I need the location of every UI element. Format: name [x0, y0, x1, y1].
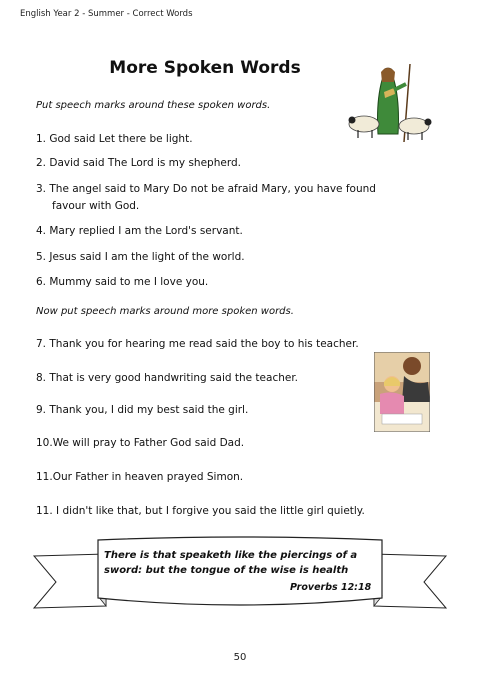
page-number: 50 [233, 652, 247, 663]
girl-writing-photo [374, 352, 430, 432]
sentence-3: 3. The angel said to Mary Do not be afraid Mary, you have found favour with God. [36, 183, 376, 212]
quote-reference: Proverbs 12:18 [290, 582, 372, 593]
shepherd-illustration [348, 62, 432, 144]
sentence-7: 7. Thank you for hearing me read said the boy to his teacher. [36, 338, 359, 350]
sentence-11: 11.Our Father in heaven prayed Simon. [36, 471, 244, 483]
worksheet-title: More Spoken Words [109, 58, 301, 78]
bible-quote: There is that speaketh like the piercings of a sword: but the tongue of the wise is health [104, 550, 358, 576]
instruction-1: Put speech marks around these spoken words. [36, 100, 271, 111]
instruction-2: Now put speech marks around more spoken words. [36, 306, 294, 317]
sentence-10: 10.We will pray to Father God said Dad. [36, 437, 245, 449]
sentence-1: 1. God said Let there be light. [36, 133, 193, 145]
sentence-12: 11. I didn't like that, but I forgive you said the little girl quietly. [36, 505, 365, 517]
sentence-5: 5. Jesus said I am the light of the world. [36, 251, 245, 263]
sentence-8: 8. That is very good handwriting said the teacher. [36, 372, 299, 384]
sentence-6: 6. Mummy said to me I love you. [36, 276, 209, 288]
sentence-9: 9. Thank you, I did my best said the girl. [36, 404, 249, 416]
page-header: English Year 2 - Summer - Correct Words [20, 9, 193, 19]
sentence-4: 4. Mary replied I am the Lord's servant. [36, 225, 243, 237]
sentence-2: 2. David said The Lord is my shepherd. [36, 157, 241, 169]
